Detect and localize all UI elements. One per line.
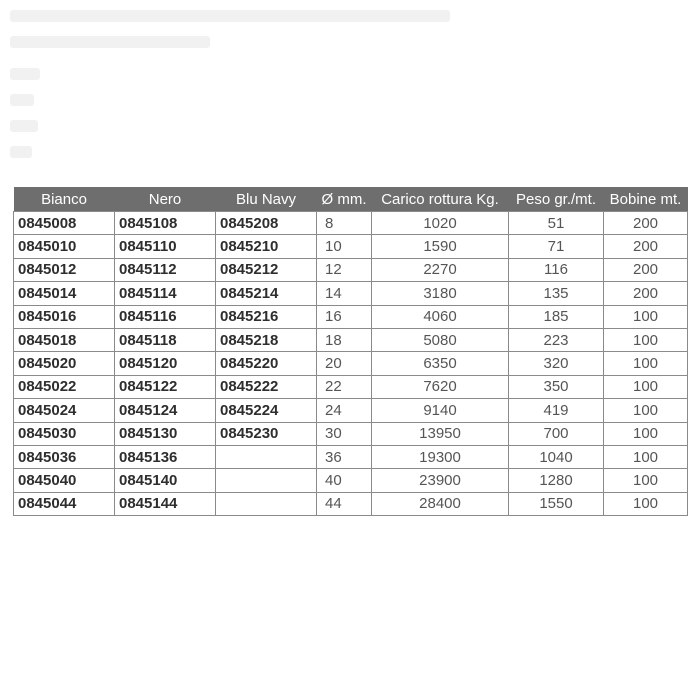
header-row xyxy=(14,187,688,212)
cell-breaking-load: 2270 xyxy=(372,258,509,281)
cell-code-bianco: 0845012 xyxy=(14,258,115,281)
cell-spools: 100 xyxy=(604,469,688,492)
table-row xyxy=(14,492,688,515)
cell-breaking-load: 23900 xyxy=(372,469,509,492)
cell-spools: 200 xyxy=(604,258,688,281)
cell-breaking-load: 19300 xyxy=(372,445,509,468)
cell-spools: 200 xyxy=(604,282,688,305)
cell-diameter: 44 xyxy=(317,492,372,515)
table-row xyxy=(14,212,688,235)
cell-code-nero: 0845112 xyxy=(115,258,216,281)
cell-weight: 1280 xyxy=(509,469,604,492)
cell-code-bianco: 0845030 xyxy=(14,422,115,445)
cell-diameter: 16 xyxy=(317,305,372,328)
cell-weight: 71 xyxy=(509,235,604,258)
table-row xyxy=(14,328,688,351)
cell-diameter: 8 xyxy=(317,212,372,235)
cell-diameter: 18 xyxy=(317,328,372,351)
table-row xyxy=(14,375,688,398)
cell-code-bianco: 0845018 xyxy=(14,328,115,351)
cell-code-nero: 0845122 xyxy=(115,375,216,398)
table-row xyxy=(14,352,688,375)
cell-code-nero: 0845114 xyxy=(115,282,216,305)
spec-table xyxy=(13,187,688,516)
cell-code-bianco: 0845024 xyxy=(14,399,115,422)
cell-spools: 100 xyxy=(604,492,688,515)
column-header-spools: Bobine mt. xyxy=(604,187,688,212)
cell-code-blu-navy: 0845210 xyxy=(216,235,317,258)
table-row xyxy=(14,235,688,258)
cell-code-bianco: 0845016 xyxy=(14,305,115,328)
cell-code-nero: 0845116 xyxy=(115,305,216,328)
cell-code-blu-navy: 0845222 xyxy=(216,375,317,398)
table-row xyxy=(14,422,688,445)
cell-breaking-load: 5080 xyxy=(372,328,509,351)
cell-spools: 100 xyxy=(604,305,688,328)
table-row xyxy=(14,445,688,468)
table-body xyxy=(14,212,688,516)
cell-code-bianco: 0845010 xyxy=(14,235,115,258)
cell-weight: 223 xyxy=(509,328,604,351)
cell-breaking-load: 28400 xyxy=(372,492,509,515)
column-header-weight: Peso gr./mt. xyxy=(509,187,604,212)
column-header-bianco: Bianco xyxy=(14,187,115,212)
cell-spools: 200 xyxy=(604,235,688,258)
cell-diameter: 10 xyxy=(317,235,372,258)
cell-breaking-load: 13950 xyxy=(372,422,509,445)
cell-code-blu-navy: 0845216 xyxy=(216,305,317,328)
cell-weight: 135 xyxy=(509,282,604,305)
cell-code-blu-navy xyxy=(216,469,317,492)
cell-code-blu-navy: 0845212 xyxy=(216,258,317,281)
cell-weight: 700 xyxy=(509,422,604,445)
cell-code-blu-navy: 0845218 xyxy=(216,328,317,351)
cell-code-blu-navy: 0845220 xyxy=(216,352,317,375)
cell-diameter: 14 xyxy=(317,282,372,305)
cell-diameter: 12 xyxy=(317,258,372,281)
cell-diameter: 20 xyxy=(317,352,372,375)
table-row xyxy=(14,258,688,281)
cell-code-bianco: 0845020 xyxy=(14,352,115,375)
cell-spools: 200 xyxy=(604,212,688,235)
table-row xyxy=(14,399,688,422)
cell-code-bianco: 0845040 xyxy=(14,469,115,492)
cell-breaking-load: 1590 xyxy=(372,235,509,258)
cell-code-nero: 0845108 xyxy=(115,212,216,235)
cell-code-blu-navy: 0845214 xyxy=(216,282,317,305)
cell-code-bianco: 0845014 xyxy=(14,282,115,305)
cell-spools: 100 xyxy=(604,399,688,422)
column-header-diameter: Ø mm. xyxy=(317,187,372,212)
cell-code-blu-navy: 0845208 xyxy=(216,212,317,235)
cell-breaking-load: 6350 xyxy=(372,352,509,375)
cell-code-nero: 0845118 xyxy=(115,328,216,351)
cell-breaking-load: 3180 xyxy=(372,282,509,305)
cell-spools: 100 xyxy=(604,328,688,351)
cell-code-nero: 0845110 xyxy=(115,235,216,258)
table-row xyxy=(14,305,688,328)
cell-spools: 100 xyxy=(604,352,688,375)
column-header-nero: Nero xyxy=(115,187,216,212)
cell-breaking-load: 7620 xyxy=(372,375,509,398)
cell-weight: 1040 xyxy=(509,445,604,468)
cell-diameter: 30 xyxy=(317,422,372,445)
cell-code-nero: 0845130 xyxy=(115,422,216,445)
cell-breaking-load: 1020 xyxy=(372,212,509,235)
cell-code-bianco: 0845044 xyxy=(14,492,115,515)
cell-code-nero: 0845124 xyxy=(115,399,216,422)
cell-spools: 100 xyxy=(604,422,688,445)
cell-code-bianco: 0845008 xyxy=(14,212,115,235)
cell-code-bianco: 0845036 xyxy=(14,445,115,468)
cell-code-nero: 0845120 xyxy=(115,352,216,375)
cell-breaking-load: 9140 xyxy=(372,399,509,422)
faded-header-text xyxy=(10,6,480,166)
cell-weight: 51 xyxy=(509,212,604,235)
cell-weight: 419 xyxy=(509,399,604,422)
cell-code-nero: 0845140 xyxy=(115,469,216,492)
cell-weight: 185 xyxy=(509,305,604,328)
cell-weight: 1550 xyxy=(509,492,604,515)
cell-weight: 320 xyxy=(509,352,604,375)
column-header-blu-navy: Blu Navy xyxy=(216,187,317,212)
cell-diameter: 24 xyxy=(317,399,372,422)
cell-code-blu-navy xyxy=(216,445,317,468)
table-row xyxy=(14,282,688,305)
cell-spools: 100 xyxy=(604,445,688,468)
cell-code-blu-navy xyxy=(216,492,317,515)
cell-code-blu-navy: 0845230 xyxy=(216,422,317,445)
cell-diameter: 40 xyxy=(317,469,372,492)
cell-diameter: 36 xyxy=(317,445,372,468)
table-row xyxy=(14,469,688,492)
column-header-breaking-load: Carico rottura Kg. xyxy=(372,187,509,212)
cell-weight: 350 xyxy=(509,375,604,398)
cell-code-blu-navy: 0845224 xyxy=(216,399,317,422)
cell-code-nero: 0845144 xyxy=(115,492,216,515)
cell-spools: 100 xyxy=(604,375,688,398)
cell-weight: 116 xyxy=(509,258,604,281)
cell-code-nero: 0845136 xyxy=(115,445,216,468)
cell-code-bianco: 0845022 xyxy=(14,375,115,398)
cell-breaking-load: 4060 xyxy=(372,305,509,328)
cell-diameter: 22 xyxy=(317,375,372,398)
